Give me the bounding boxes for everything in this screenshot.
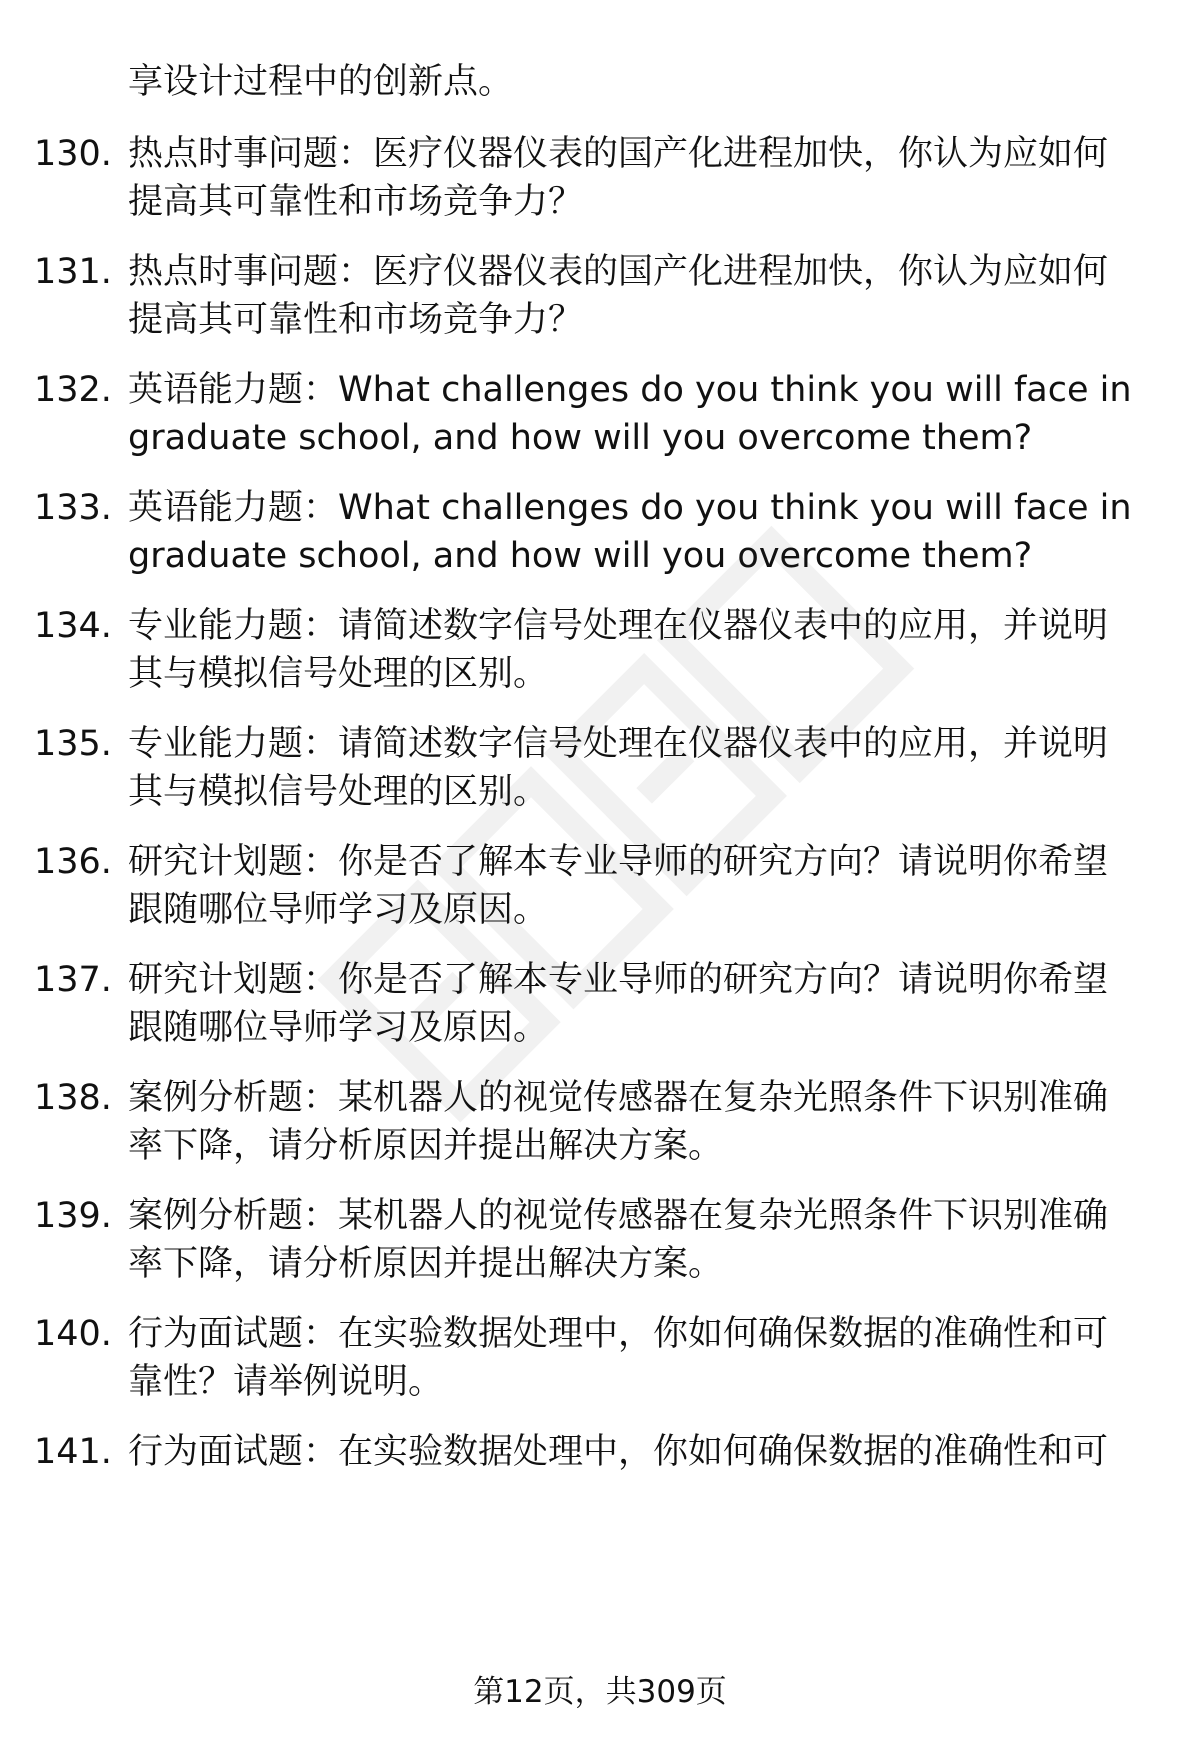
item-number: 133. xyxy=(34,488,112,528)
item-number: 130. xyxy=(34,134,112,174)
item-number: 141. xyxy=(34,1432,112,1472)
item-text: 专业能力题：请简述数字信号处理在仪器仪表中的应用，并说明 其与模拟信号处理的区别。 xyxy=(128,724,1109,812)
item-number: 136. xyxy=(34,842,112,882)
continuation-line: 享设计过程中的创新点。 xyxy=(128,62,514,102)
item-text: 英语能力题：What challenges do you think you will face in graduate school, and how will you overcome them? xyxy=(128,488,1132,576)
item-text: 研究计划题：你是否了解本专业导师的研究方向？请说明你希望 跟随哪位导师学习及原因。 xyxy=(128,960,1109,1048)
item-number: 138. xyxy=(34,1078,112,1118)
item-text: 案例分析题：某机器人的视觉传感器在复杂光照条件下识别准确 率下降，请分析原因并提出解决方案。 xyxy=(128,1196,1109,1284)
item-number: 137. xyxy=(34,960,112,1000)
page-footer: 第12页，共309页 xyxy=(473,1674,727,1710)
item-text: 英语能力题：What challenges do you think you will face in graduate school, and how will you overcome them? xyxy=(128,370,1132,458)
item-text: 专业能力题：请简述数字信号处理在仪器仪表中的应用，并说明 其与模拟信号处理的区别。 xyxy=(128,606,1109,694)
item-text: 热点时事问题：医疗仪器仪表的国产化进程加快，你认为应如何 提高其可靠性和市场竞争力？ xyxy=(128,134,1109,222)
item-number: 140. xyxy=(34,1314,112,1354)
item-text: 行为面试题：在实验数据处理中，你如何确保数据的准确性和可 靠性？请举例说明。 xyxy=(128,1314,1109,1402)
item-number: 132. xyxy=(34,370,112,410)
item-text: 案例分析题：某机器人的视觉传感器在复杂光照条件下识别准确 率下降，请分析原因并提出解决方案。 xyxy=(128,1078,1109,1166)
item-number: 134. xyxy=(34,606,112,646)
item-number: 135. xyxy=(34,724,112,764)
item-number: 139. xyxy=(34,1196,112,1236)
item-text: 研究计划题：你是否了解本专业导师的研究方向？请说明你希望 跟随哪位导师学习及原因。 xyxy=(128,842,1109,930)
item-text: 行为面试题：在实验数据处理中，你如何确保数据的准确性和可 xyxy=(128,1432,1109,1472)
item-text: 热点时事问题：医疗仪器仪表的国产化进程加快，你认为应如何 提高其可靠性和市场竞争力？ xyxy=(128,252,1109,340)
item-number: 131. xyxy=(34,252,112,292)
